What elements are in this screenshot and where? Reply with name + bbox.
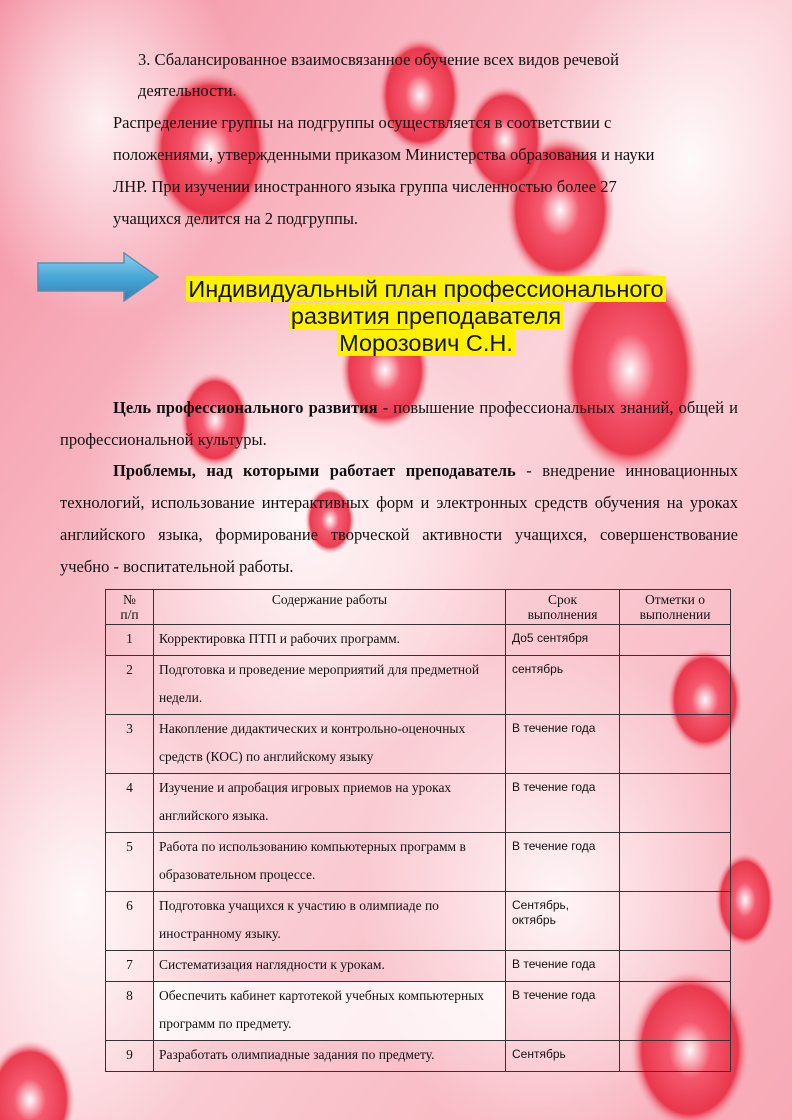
table-row <box>106 774 731 833</box>
row-number: 7 <box>106 951 154 982</box>
paragraph-line-2: положениями, утвержденными приказом Министерства образования и науки <box>113 145 655 164</box>
row-number: 9 <box>106 1041 154 1072</box>
row-term: Сентябрь, октябрь <box>506 892 620 951</box>
row-note <box>620 982 731 1041</box>
row-term: В течение года <box>506 982 620 1041</box>
row-note <box>620 833 731 892</box>
row-number: 2 <box>106 656 154 715</box>
table-row <box>106 982 731 1041</box>
heading-line-1: Индивидуальный план профессионального <box>188 276 664 302</box>
plan-table <box>105 589 731 1072</box>
goal-paragraph <box>60 392 738 456</box>
row-note <box>620 656 731 715</box>
row-number: 4 <box>106 774 154 833</box>
row-term: Сентябрь <box>506 1041 620 1072</box>
right-arrow-icon <box>36 252 160 302</box>
row-work: Систематизация наглядности к урокам. <box>154 951 506 982</box>
paragraph-line-1: Распределение группы на подгруппы осуществляется в соответствии с <box>113 113 612 132</box>
table-row <box>106 625 731 656</box>
row-work: Обеспечить кабинет картотекой учебных компьютерных программ по предмету. <box>154 982 506 1041</box>
table-row <box>106 892 731 951</box>
row-term: сентябрь <box>506 656 620 715</box>
list-item-3-line1: 3. Сбалансированное взаимосвязанное обучение всех видов речевой <box>138 50 619 69</box>
paragraph-line-4: учащихся делится на 2 подгруппы. <box>113 209 359 228</box>
row-term: В течение года <box>506 774 620 833</box>
table-row <box>106 1041 731 1072</box>
row-work: Работа по использованию компьютерных программ в образовательном процессе. <box>154 833 506 892</box>
row-note <box>620 625 731 656</box>
heading-line-3: Морозович С.Н. <box>339 330 513 356</box>
problems-paragraph <box>60 455 738 583</box>
table-row <box>106 833 731 892</box>
row-note <box>620 1041 731 1072</box>
row-number: 6 <box>106 892 154 951</box>
row-note <box>620 951 731 982</box>
row-note <box>620 715 731 774</box>
row-number: 1 <box>106 625 154 656</box>
row-term: В течение года <box>506 833 620 892</box>
table-row <box>106 715 731 774</box>
row-work: Подготовка и проведение мероприятий для предметной недели. <box>154 656 506 715</box>
header-term: Срок выполнения <box>506 590 620 625</box>
table-row <box>106 951 731 982</box>
row-term: В течение года <box>506 715 620 774</box>
row-number: 8 <box>106 982 154 1041</box>
row-work: Разработать олимпиадные задания по предмету. <box>154 1041 506 1072</box>
table-header-row <box>106 590 731 625</box>
problems-text: - внедрение инновационных технологий, использование интерактивных форм и электронных средств обучения на уроках английского языка, формирование творческой активности учащихся, совершенствование учебно - воспитательной работы. <box>60 461 739 576</box>
header-work: Содержание работы <box>154 590 506 625</box>
row-number: 5 <box>106 833 154 892</box>
row-note <box>620 774 731 833</box>
header-note: Отметки о выполнении <box>620 590 731 625</box>
row-work: Подготовка учащихся к участию в олимпиаде по иностранному языку. <box>154 892 506 951</box>
row-work: Накопление дидактических и контрольно-оценочных средств (КОС) по английскому языку <box>154 715 506 774</box>
header-number: № п/п <box>106 590 154 625</box>
row-term: В течение года <box>506 951 620 982</box>
row-work: Корректировка ПТП и рабочих программ. <box>154 625 506 656</box>
row-note <box>620 892 731 951</box>
table-row <box>106 656 731 715</box>
row-number: 3 <box>106 715 154 774</box>
row-term: До5 сентября <box>506 625 620 656</box>
problems-label: Проблемы, над которыми работает преподаватель <box>113 461 516 480</box>
paragraph-line-3: ЛНР. При изучении иностранного языка группа численностью более 27 <box>113 177 617 196</box>
heading-line-2: развития преподавателя <box>290 303 562 329</box>
goal-label: Цель профессионального развития <box>113 398 378 417</box>
goal-text: - повышение профессиональных знаний, общей и профессиональной культуры. <box>60 398 738 449</box>
list-item-3-line2: деятельности. <box>138 81 237 100</box>
row-work: Изучение и апробация игровых приемов на уроках английского языка. <box>154 774 506 833</box>
plan-heading <box>166 276 686 357</box>
